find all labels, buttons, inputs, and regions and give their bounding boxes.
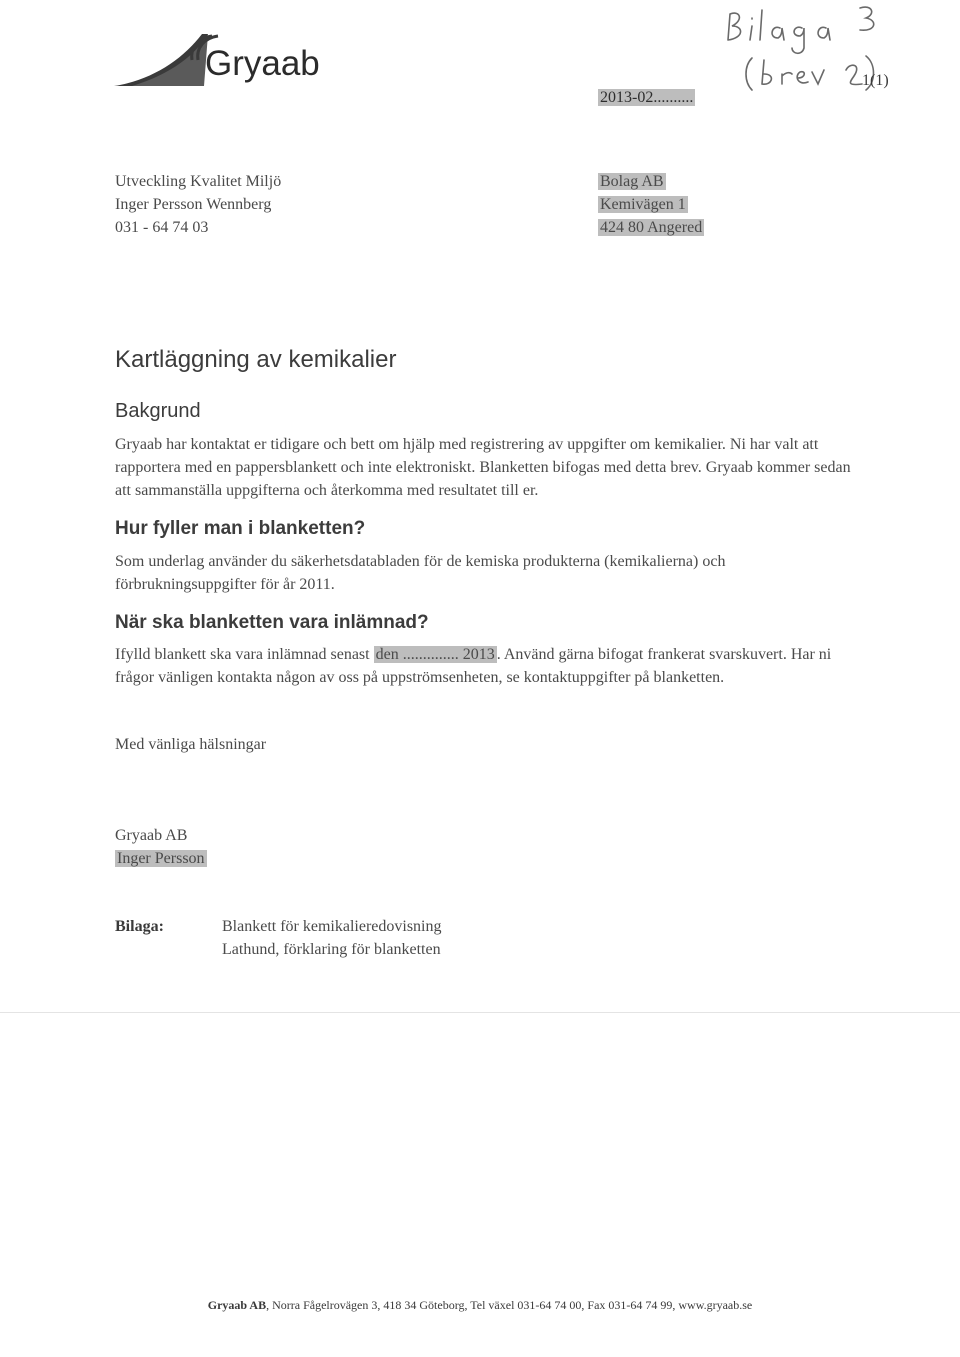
section-text-nar: Ifylld blankett ska vara inlämnad senast den .............. 2013 . Använd gärna bifogat frankerat svarskuvert. Har ni frågor vänligen kontakta någon av oss på uppströmsenheten, se kontaktuppgifter på blanketten. <box>115 646 832 686</box>
letter-date: 2013-02.......... <box>600 89 694 106</box>
attachment-item: Lathund, förklaring för blanketten <box>222 941 441 958</box>
closing-greeting: Med vänliga hälsningar <box>115 736 267 753</box>
footer-company: Gryaab AB <box>207 1298 267 1312</box>
sender-phone: 031 - 64 74 03 <box>115 219 209 236</box>
logo-wordmark: Gryaab <box>205 44 320 83</box>
recipient-city: 424 80 Angered <box>600 219 703 236</box>
sender-block <box>115 170 281 239</box>
document-title: Kartläggning av kemikalier <box>115 346 397 373</box>
sender-department: Utveckling Kvalitet Miljö <box>115 173 282 190</box>
attachment-item: Blankett för kemikalieredovisning <box>222 918 442 935</box>
page-number: 1(1) <box>862 72 889 89</box>
section-text-hur: Som underlag använder du säkerhetsdatabladen för de kemiska produkterna (kemikalierna) och förbrukningsuppgifter för år 2011. <box>115 553 726 593</box>
signature-block <box>115 824 207 870</box>
section-heading-hur: Hur fyller man i blanketten? <box>115 518 366 539</box>
section-heading-nar: När ska blanketten vara inlämnad? <box>115 612 429 633</box>
attachments-list <box>222 915 442 961</box>
deadline-highlight: den .............. 2013 <box>375 646 495 663</box>
section-text-bakgrund: Gryaab har kontaktat er tidigare och bett om hjälp med registrering av uppgifter om kemikalier. Ni har valt att rapportera med en pappersblankett och inte elektroniskt. Blanketten bifogas med detta brev. Gryaab kommer sedan att sammanställa uppgifterna och återkomma med resultatet till er. <box>115 436 851 499</box>
recipient-street: Kemivägen 1 <box>600 196 686 213</box>
recipient-block <box>598 170 704 239</box>
attachments-label: Bilaga: <box>115 918 164 935</box>
signature-company: Gryaab AB <box>115 827 188 844</box>
page-footer <box>0 1298 960 1313</box>
footer-address: , Norra Fågelrovägen 3, 418 34 Göteborg, Tel växel 031-64 74 00, Fax 031-64 74 99, www.gryaab.se <box>266 1298 753 1312</box>
signature-name: Inger Persson <box>117 850 205 867</box>
recipient-company: Bolag AB <box>600 173 664 190</box>
sender-name: Inger Persson Wennberg <box>115 196 272 213</box>
section-heading-bakgrund: Bakgrund <box>115 400 201 422</box>
page-divider <box>0 1012 960 1013</box>
